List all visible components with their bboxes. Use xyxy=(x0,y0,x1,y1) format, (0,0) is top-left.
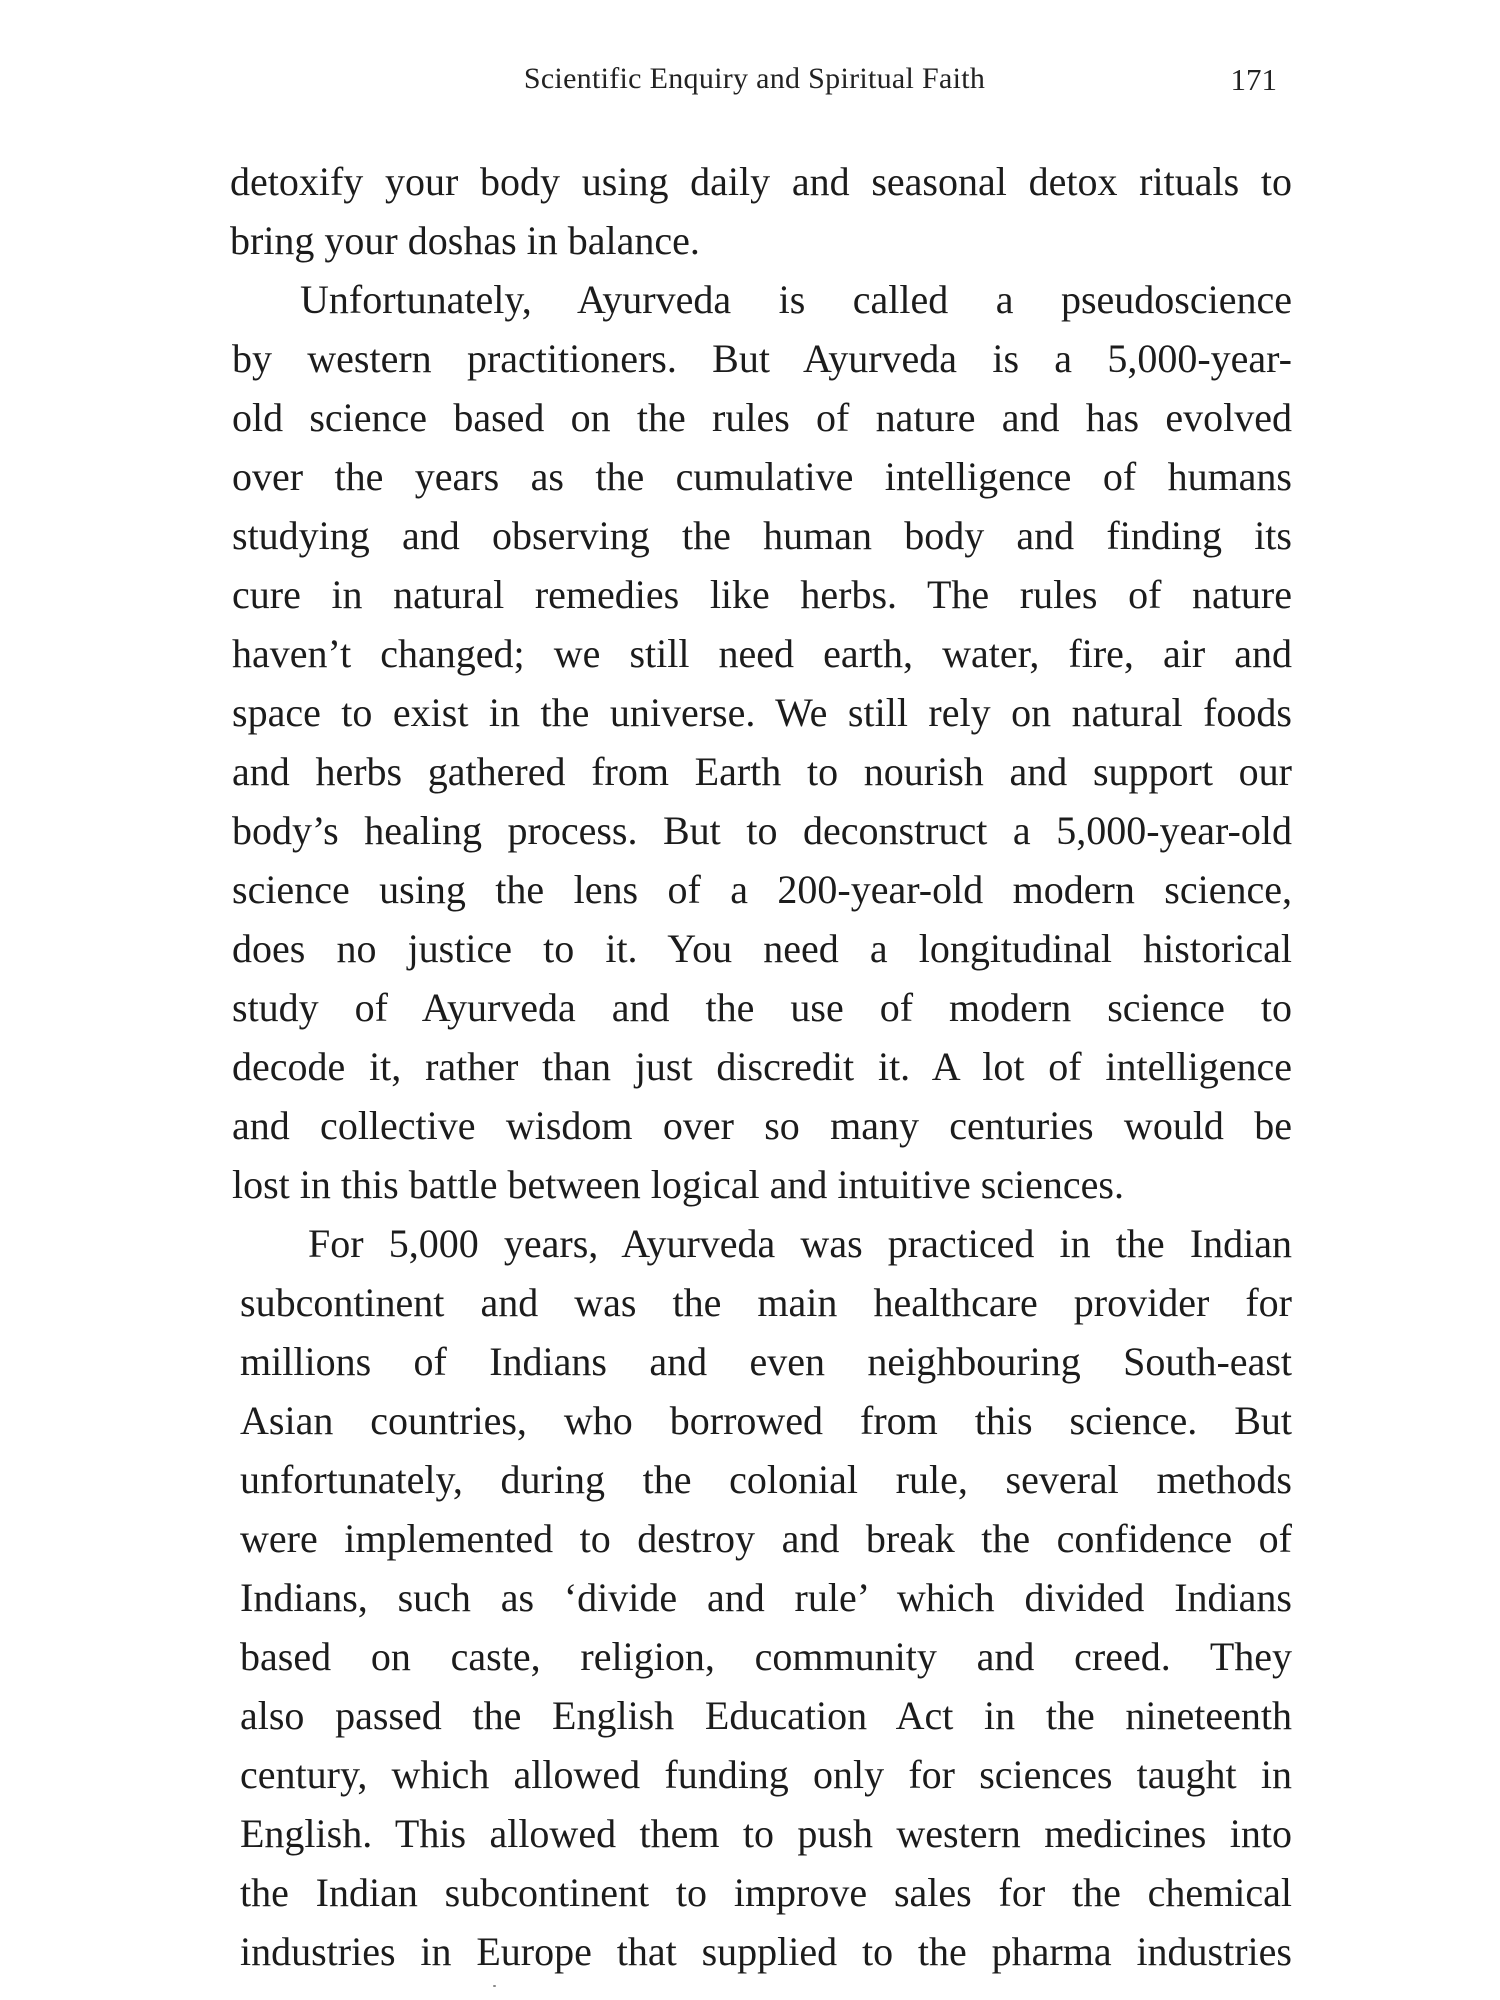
text-line: over the years as the cumulative intelligence of humans xyxy=(232,454,1292,499)
paragraph-colonial-history xyxy=(230,1214,1292,1981)
text-line: science using the lens of a 200-year-old modern science, xyxy=(232,867,1292,912)
text-line: lost in this battle between logical and intuitive sciences. xyxy=(232,1162,1124,1207)
text-line: also passed the English Education Act in the nineteenth xyxy=(240,1693,1292,1738)
page-number: 171 xyxy=(1230,62,1277,97)
text-line: detoxify your body using daily and seasonal detox rituals to xyxy=(230,159,1292,204)
paragraph-ayurveda-pseudoscience xyxy=(230,270,1292,1214)
text-line: unfortunately, during the colonial rule, several methods xyxy=(240,1457,1292,1502)
text-line: were implemented to destroy and break the confidence of xyxy=(240,1516,1292,1561)
text-line: studying and observing the human body and finding its xyxy=(232,513,1292,558)
text-line: Asian countries, who borrowed from this science. But xyxy=(240,1398,1292,1443)
text-line: body’s healing process. But to deconstruct a 5,000-year-old xyxy=(232,808,1292,853)
text-line: the Indian subcontinent to improve sales for the chemical xyxy=(240,1870,1292,1915)
text-line: haven’t changed; we still need earth, water, fire, air and xyxy=(232,631,1292,676)
text-line: does no justice to it. You need a longitudinal historical xyxy=(232,926,1292,971)
text-line: old science based on the rules of nature and has evolved xyxy=(232,395,1292,440)
text-line: century, which allowed funding only for sciences taught in xyxy=(240,1752,1292,1797)
text-line: by western practitioners. But Ayurveda is a 5,000-year- xyxy=(232,336,1292,381)
text-line: and herbs gathered from Earth to nourish and support our xyxy=(232,749,1292,794)
text-line: Indians, such as ‘divide and rule’ which divided Indians xyxy=(240,1575,1292,1620)
running-title: Scientific Enquiry and Spiritual Faith xyxy=(523,62,986,95)
text-line: cure in natural remedies like herbs. The rules of nature xyxy=(232,572,1292,617)
text-line: industries in Europe that supplied to the pharma industries xyxy=(240,1929,1292,1974)
text-line: subcontinent and was the main healthcare provider for xyxy=(240,1280,1292,1325)
text-line: Unfortunately, Ayurveda is called a pseudoscience xyxy=(300,277,1292,322)
text-line: For 5,000 years, Ayurveda was practiced in the Indian xyxy=(308,1221,1292,1266)
running-head xyxy=(232,62,1277,112)
text-line: decode it, rather than just discredit it. A lot of intelligence xyxy=(232,1044,1292,1089)
text-line: study of Ayurveda and the use of modern science to xyxy=(232,985,1292,1030)
text-line: English. This allowed them to push western medicines into xyxy=(240,1811,1292,1856)
paragraph-continued xyxy=(230,152,1292,270)
text-line: and collective wisdom over so many centuries would be xyxy=(232,1103,1292,1148)
text-line: bring your doshas in balance. xyxy=(230,218,700,263)
text-line: millions of Indians and even neighbouring South-east xyxy=(240,1339,1292,1384)
text-line: based on caste, religion, community and creed. They xyxy=(240,1634,1292,1679)
text-line: space to exist in the universe. We still rely on natural foods xyxy=(232,690,1292,735)
scan-speck xyxy=(493,1985,496,1987)
body-text xyxy=(230,152,1292,1981)
